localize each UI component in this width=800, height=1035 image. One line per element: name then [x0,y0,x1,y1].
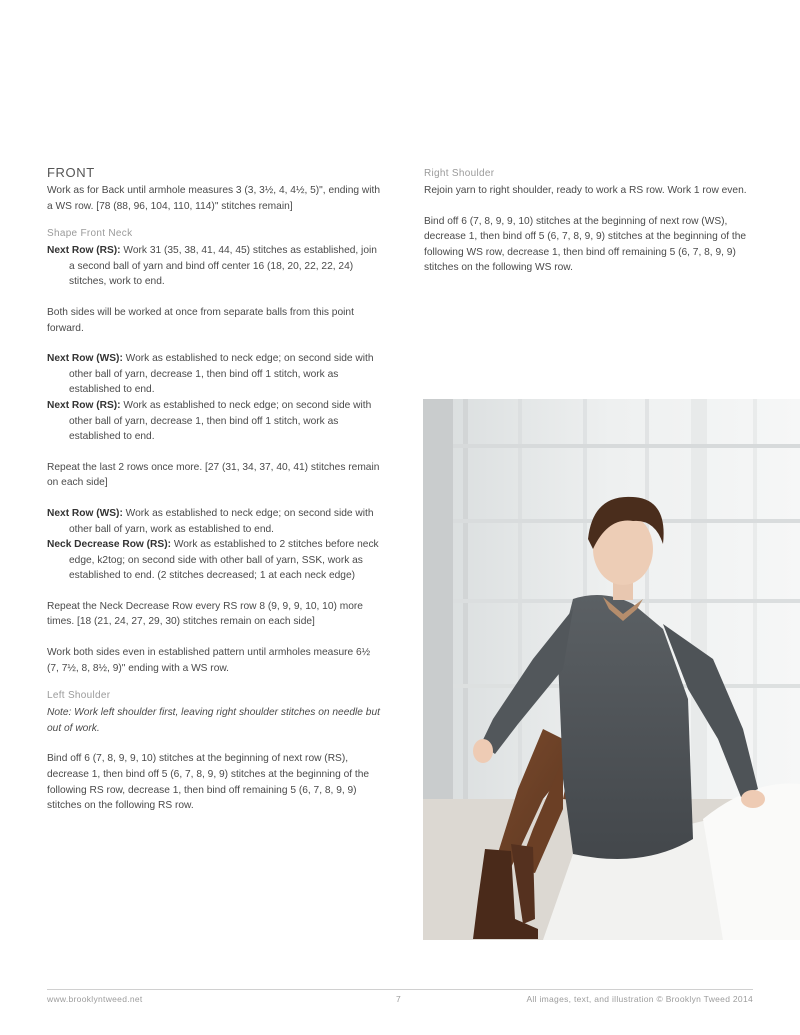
row-text: Work as established to neck edge; on second side with other ball of yarn, decrease 1, then bind off 1 stitch, work as established to end. [69,353,374,396]
left-shoulder-note: Note: Work left shoulder first, leaving right shoulder stitches on needle but out of work. [47,707,380,734]
subheading-right-shoulder: Right Shoulder [424,168,495,179]
subheading-left-shoulder: Left Shoulder [47,690,111,702]
repeat-paragraph-1: Repeat the last 2 rows once more. [27 (31, 34, 37, 40, 41) stitches remain on each side] [47,461,380,489]
subheading-shape-front-neck: Shape Front Neck [47,228,133,240]
footer-divider [47,989,753,990]
instruction-row-2 [47,351,382,398]
row-label: Next Row (RS): [47,245,121,257]
model-photo [423,399,800,940]
row-text: Work as established to 2 stitches before neck edge, k2tog; on second side with other ball of yarn, SSK, work as established to end. (2 stitches decreased; 1 at each neck edge) [69,539,379,582]
footer-copyright: All images, text, and illustration © Brooklyn Tweed 2014 [526,994,753,1004]
footer-website-link[interactable]: www.brooklyntweed.net [47,994,143,1004]
right-shoulder-paragraph-1: Rejoin yarn to right shoulder, ready to work a RS row. Work 1 row even. [424,185,747,196]
row-label: Next Row (RS): [47,399,121,411]
right-shoulder-paragraph-2: Bind off 6 (7, 8, 9, 9, 10) stitches at the beginning of next row (WS), decrease 1, then bind off 5 (6, 7, 8, 9, 9) stitches at the beginning of the following WS row, decrease 1, then bind off remaining 5 (6, 7, 8, 9, 9) stitches on the following WS row. [424,215,747,274]
instruction-row-3 [47,398,382,445]
row-label: Next Row (WS): [47,353,123,365]
row-text: Work as established to neck edge; on second side with other ball of yarn, decrease 1, then bind off 1 stitch, work as established to end. [69,399,372,443]
row-text: Work as established to neck edge; on second side with other ball of yarn, work as established to end. [69,507,374,535]
row-text: Work 31 (35, 38, 41, 44, 45) stitches as established, join a second ball of yarn and bind off center 16 (18, 20, 22, 22, 24) stitches, work to end. [69,245,377,288]
front-intro: Work as for Back until armhole measures 3 (3, 3½, 4, 4½, 5)", ending with a WS row. [78 (88, 96, 104, 110, 114)" stitches remain] [47,185,380,212]
row-label: Next Row (WS): [47,507,123,519]
left-column [47,165,382,814]
both-sides-paragraph: Both sides will be worked at once from separate balls from this point forward. [47,306,354,334]
instruction-row-5 [47,537,382,584]
row-label: Neck Decrease Row (RS): [47,539,171,551]
left-shoulder-text: Bind off 6 (7, 8, 9, 9, 10) stitches at the beginning of next row (RS), decrease 1, then bind off 5 (6, 7, 8, 9, 9) stitches at the beginning of the following RS row, decrease 1, then bind off remaining 5 (6, 7, 8, 9, 9) stitches on the following RS row. [47,753,370,812]
instruction-row-4 [47,506,382,537]
section-title-front: FRONT [47,165,95,180]
instruction-row-1 [47,243,382,290]
footer-page-number: 7 [396,994,402,1004]
even-paragraph: Work both sides even in established pattern until armholes measure 6½ (7, 7½, 8, 8½, 9)" ending with a WS row. [47,647,371,674]
repeat-paragraph-2: Repeat the Neck Decrease Row every RS row 8 (9, 9, 9, 10, 10) more times. [18 (21, 24, 27, 29, 30) stitches remain on each side] [47,600,363,628]
right-column [424,165,769,276]
